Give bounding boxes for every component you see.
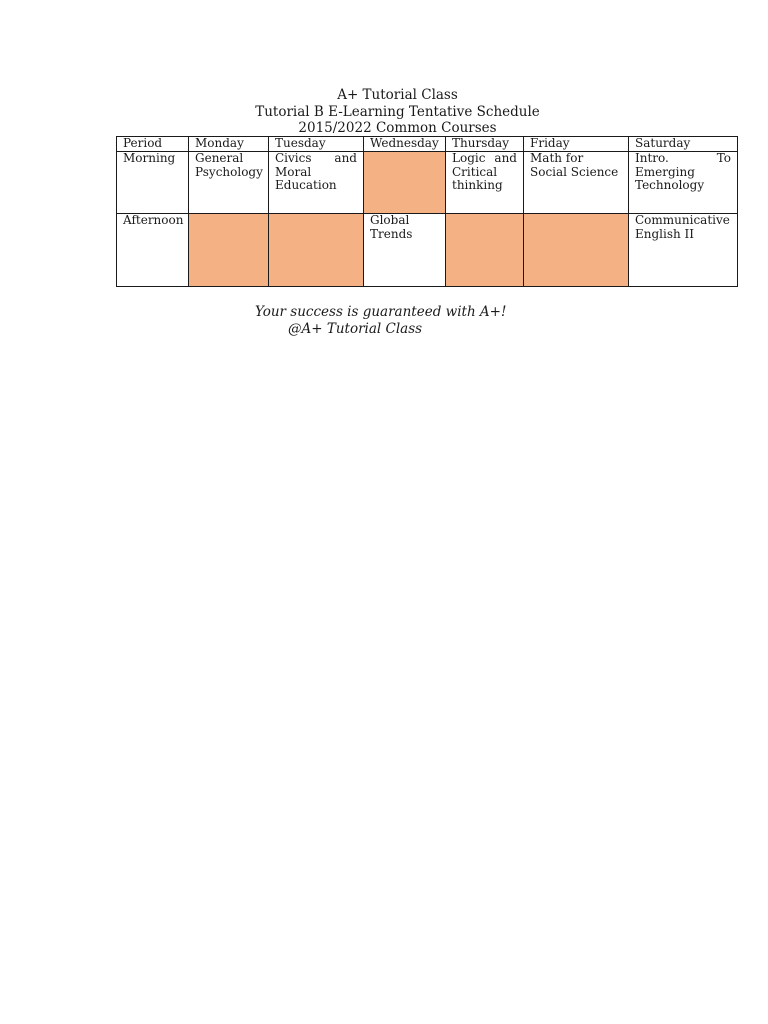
cell-morning-tuesday (269, 152, 364, 214)
cell-afternoon-thursday-empty (446, 214, 524, 287)
column-header-wednesday: Wednesday (364, 137, 446, 152)
cell-morning-monday: General Psychology (189, 152, 269, 214)
column-header-tuesday: Tuesday (269, 137, 364, 152)
schedule-table (116, 136, 738, 287)
cell-morning-tuesday-word2: and (334, 151, 357, 165)
cell-morning-thursday-rest: Critical thinking (452, 164, 503, 192)
cell-afternoon-monday-empty (189, 214, 269, 287)
table-row-morning (117, 152, 738, 214)
cell-afternoon-tuesday-empty (269, 214, 364, 287)
document-header (0, 87, 768, 137)
cell-morning-saturday (629, 152, 738, 214)
cell-morning-friday: Math for Social Science (524, 152, 629, 214)
header-title: A+ Tutorial Class (337, 87, 458, 103)
footer-slogan: Your success is guaranteed with A+! (255, 304, 507, 320)
table-row-afternoon (117, 214, 738, 287)
cell-afternoon-saturday: Communicative English II (629, 214, 738, 287)
header-subtitle: Tutorial B E-Learning Tentative Schedule (255, 103, 540, 120)
cell-morning-tuesday-word1: Civics (275, 151, 312, 165)
cell-period-morning: Morning (117, 152, 189, 214)
cell-morning-saturday-word2: To (716, 151, 731, 165)
cell-morning-wednesday-empty (364, 152, 446, 214)
cell-period-afternoon: Afternoon (117, 214, 189, 287)
header-course-year: 2015/2022 Common Courses (298, 120, 497, 136)
column-header-saturday: Saturday (629, 137, 738, 152)
column-header-monday: Monday (189, 137, 269, 152)
footer-signature: @A+ Tutorial Class (288, 321, 423, 337)
column-header-period: Period (117, 137, 189, 152)
table-header-row (117, 137, 738, 152)
cell-morning-tuesday-rest: Moral Education (275, 164, 337, 192)
cell-morning-thursday (446, 152, 524, 214)
column-header-thursday: Thursday (446, 137, 524, 152)
cell-morning-saturday-rest: Emerging Technology (635, 164, 705, 192)
cell-morning-saturday-word1: Intro. (635, 151, 669, 165)
column-header-friday: Friday (524, 137, 629, 152)
cell-morning-thursday-word2: and (494, 151, 517, 165)
cell-afternoon-wednesday: Global Trends (364, 214, 446, 287)
cell-afternoon-friday-empty (524, 214, 629, 287)
cell-morning-thursday-word1: Logic (452, 151, 486, 165)
